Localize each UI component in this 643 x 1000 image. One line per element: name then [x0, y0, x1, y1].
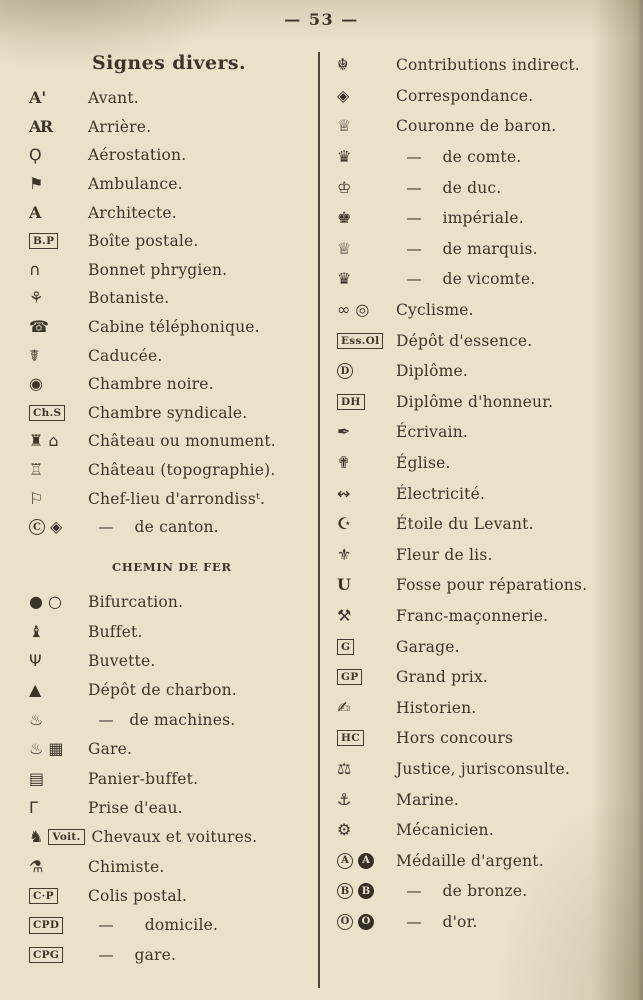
- row-depot-essence: [334, 325, 639, 356]
- symbol-cell: [334, 210, 396, 226]
- symbol-cell: [334, 394, 396, 410]
- legend-label: Caducée.: [88, 346, 163, 365]
- legend-label: Franc-maçonnerie.: [396, 606, 549, 625]
- filled-circled-o-icon: O: [358, 914, 374, 930]
- filled-circled-a-icon: A: [358, 853, 374, 869]
- bicycle-icon: ∞: [337, 300, 351, 320]
- legend-label: Diplôme.: [396, 362, 468, 381]
- row-botaniste: [26, 284, 318, 313]
- bottle-icon: ♝: [29, 621, 44, 641]
- row-cabine-telephonique: [26, 313, 318, 342]
- circled-b-icon: B: [337, 883, 353, 899]
- imperial-crown-icon: ♚: [337, 208, 352, 228]
- row-arriere: [26, 113, 318, 142]
- legend-label: — de canton.: [88, 518, 219, 537]
- row-depot-machines: [26, 705, 318, 734]
- gear-icon: ⚙: [337, 820, 352, 840]
- symbol-cell: [334, 57, 396, 73]
- row-justice: [334, 754, 639, 785]
- legend-label: Château (topographie).: [88, 461, 276, 480]
- legend-label: — d'or.: [396, 912, 478, 931]
- row-boite-postale: [26, 227, 318, 256]
- legend-label: Médaille d'argent.: [396, 851, 544, 870]
- hc-box-icon: HC: [337, 730, 364, 746]
- open-dot-icon: ○: [47, 592, 62, 612]
- legend-label: Dépôt de charbon.: [88, 681, 237, 700]
- legend-label: Architecte.: [88, 203, 177, 222]
- correspondance-diamond-icon: ◈: [337, 85, 350, 105]
- symbol-cell: [26, 488, 88, 508]
- symbol-cell: [26, 768, 88, 788]
- legend-label: Dépôt d'essence.: [396, 331, 533, 350]
- horse-icon: ♞: [29, 827, 44, 847]
- church-icon: ✟: [337, 453, 351, 473]
- cpg-box-icon: CPG: [29, 947, 63, 963]
- symbol-cell: [26, 621, 88, 641]
- symbol-cell: [334, 516, 396, 532]
- legend-label: Hors concours: [396, 729, 514, 748]
- right-column: [334, 50, 639, 937]
- symbol-cell: [26, 345, 88, 365]
- symbol-cell: [334, 149, 396, 165]
- filled-dot-icon: ●: [29, 592, 43, 612]
- row-bifurcation: [26, 588, 318, 617]
- coal-heap-icon: ▲: [29, 680, 42, 700]
- symbol-cell: [334, 697, 396, 717]
- caduceus-icon: ☤: [29, 345, 40, 365]
- row-buffet: [26, 617, 318, 646]
- goblet-icon: Ψ: [29, 650, 42, 670]
- legend-label: Chevaux et voitures.: [91, 828, 258, 847]
- symbol-cell: [334, 544, 396, 564]
- row-mecanicien: [334, 815, 639, 846]
- legend-label: Couronne de baron.: [396, 117, 557, 136]
- circled-o-icon: O: [337, 914, 353, 930]
- row-ambulance: [26, 170, 318, 199]
- station-icon: ▦: [48, 739, 64, 759]
- symbol-cell: [334, 669, 396, 685]
- symbol-cell: [334, 363, 396, 379]
- page-number: — 53 —: [284, 10, 359, 29]
- cpd-box-icon: CPD: [29, 917, 63, 933]
- symbol-cell: [26, 917, 88, 933]
- legend-label: Colis postal.: [88, 887, 188, 906]
- row-bonnet-phrygien: [26, 256, 318, 285]
- legend-label: — de duc.: [396, 178, 502, 197]
- legend-label: — de vicomte.: [396, 270, 536, 289]
- legend-label: Église.: [396, 454, 451, 473]
- electricity-zigzag-icon: ↭: [337, 483, 351, 503]
- row-panier-buffet: [26, 764, 318, 793]
- legend-label: Électricité.: [396, 484, 486, 503]
- symbol-cell: [26, 147, 88, 163]
- row-contributions: [334, 50, 639, 81]
- chemin-de-fer-section: [26, 588, 318, 970]
- row-buvette: [26, 646, 318, 675]
- subsection-heading: CHEMIN DE FER: [112, 559, 232, 574]
- symbol-cell: [334, 883, 396, 899]
- symbol-cell: [26, 888, 88, 904]
- legend-label: Historien.: [396, 698, 477, 717]
- symbol-cell: [26, 797, 88, 817]
- balloon-icon: Ϙ: [29, 145, 42, 165]
- row-couronne-imperiale: [334, 203, 639, 234]
- essence-box-icon: Ess.Ol: [337, 333, 383, 349]
- repair-pit-icon: U: [337, 575, 351, 595]
- quill-icon: ✍: [337, 697, 351, 717]
- row-depot-charbon: [26, 676, 318, 705]
- symbol-cell: [26, 650, 88, 670]
- row-chateau-topographie: [26, 456, 318, 485]
- row-ecrivain: [334, 417, 639, 448]
- symbol-cell: [334, 177, 396, 197]
- symbol-cell: [334, 789, 396, 809]
- symbol-cell: [26, 202, 88, 222]
- row-gare: [26, 734, 318, 763]
- row-avant: [26, 84, 318, 113]
- symbol-cell: [334, 822, 396, 838]
- legend-label: Garage.: [396, 637, 460, 656]
- baron-crown-icon: ♕: [337, 116, 352, 136]
- arriere-monogram-icon: AR: [29, 116, 52, 136]
- legend-label: Fleur de lis.: [396, 545, 493, 564]
- filled-circled-b-icon: B: [358, 883, 374, 899]
- phrygian-cap-icon: ∩: [29, 259, 41, 279]
- train-icon: ♨: [29, 739, 44, 759]
- legend-label: Chimiste.: [88, 857, 165, 876]
- diamond-icon: ◈: [50, 517, 63, 537]
- legend-label: Boîte postale.: [88, 232, 199, 251]
- legend-label: Bonnet phrygien.: [88, 260, 228, 279]
- legend-label: Cabine téléphonique.: [88, 318, 260, 337]
- row-couronne-baron: [334, 111, 639, 142]
- retort-icon: ⚗: [29, 856, 44, 876]
- basket-icon: ▤: [29, 768, 45, 788]
- symbol-cell: [334, 302, 396, 318]
- legend-label: Fosse pour réparations.: [396, 576, 588, 595]
- legend-label: — de marquis.: [396, 239, 538, 258]
- legend-label: Grand prix.: [396, 668, 489, 687]
- row-cyclisme: [334, 295, 639, 326]
- legend-label: Justice, jurisconsulte.: [396, 759, 570, 778]
- symbol-cell: [26, 259, 88, 279]
- row-caducee: [26, 341, 318, 370]
- symbol-cell: [26, 709, 88, 729]
- voiture-box-icon: Voit.: [48, 829, 84, 845]
- gp-box-icon: GP: [337, 669, 362, 685]
- symbol-cell: [26, 519, 88, 535]
- pen-nib-icon: ✒: [337, 422, 351, 442]
- legend-label: Diplôme d'honneur.: [396, 392, 554, 411]
- legend-label: Panier-buffet.: [88, 769, 199, 788]
- row-couronne-comte: [334, 142, 639, 173]
- legend-label: Buvette.: [88, 651, 156, 670]
- symbol-cell: [26, 947, 88, 963]
- row-colis-gare: [26, 940, 318, 969]
- symbol-cell: [334, 639, 396, 655]
- row-colis-domicile: [26, 911, 318, 940]
- legend-label: Étoile du Levant.: [396, 515, 534, 534]
- legend-label: — de comte.: [396, 148, 522, 167]
- legend-label: — de bronze.: [396, 882, 528, 901]
- row-etoile-levant: [334, 509, 639, 540]
- pennant-icon: ⚐: [29, 488, 44, 508]
- row-aerostation: [26, 141, 318, 170]
- symbol-cell: [334, 914, 396, 930]
- legend-label: Bifurcation.: [88, 593, 184, 612]
- fleur-de-lis-icon: ⚜: [337, 544, 352, 564]
- row-franc-maconnerie: [334, 601, 639, 632]
- legend-label: Marine.: [396, 790, 459, 809]
- circled-a-icon: A: [337, 853, 353, 869]
- legend-label: — de machines.: [88, 710, 236, 729]
- symbol-cell: [26, 829, 85, 845]
- legend-label: — domicile.: [88, 916, 219, 935]
- legend-label: — gare.: [88, 945, 177, 964]
- locomotive-icon: ♨: [29, 709, 44, 729]
- crowned-cipher-icon: ☬: [337, 55, 349, 75]
- legend-label: Chef-lieu d'arrondissᵗ.: [88, 489, 266, 508]
- row-garage: [334, 631, 639, 662]
- symbol-cell: [26, 376, 88, 392]
- monument-icon: ⌂: [48, 431, 59, 451]
- symbol-cell: [334, 118, 396, 134]
- star-crescent-icon: ☪: [337, 514, 352, 534]
- legend-label: Contributions indirect.: [396, 56, 580, 75]
- row-fleur-de-lis: [334, 540, 639, 571]
- garage-box-icon: G: [337, 639, 354, 655]
- legend-label: Buffet.: [88, 622, 143, 641]
- legend-label: Chambre syndicale.: [88, 403, 248, 422]
- left-column: [26, 40, 318, 970]
- row-hors-concours: [334, 723, 639, 754]
- avant-monogram-icon: A': [29, 88, 47, 108]
- duc-crown-icon: ♔: [337, 177, 352, 197]
- row-prise-eau: [26, 793, 318, 822]
- camera-icon: ◉: [29, 374, 43, 394]
- symbol-cell: [26, 682, 88, 698]
- symbol-cell: [334, 424, 396, 440]
- circled-c-icon: C: [29, 519, 45, 535]
- row-fosse: [334, 570, 639, 601]
- row-medaille-argent: [334, 845, 639, 876]
- legend-label: Gare.: [88, 740, 133, 759]
- section-heading: Signes divers.: [92, 52, 246, 74]
- legend-label: Avant.: [88, 89, 139, 108]
- row-chimiste: [26, 852, 318, 881]
- comte-crown-icon: ♛: [337, 147, 352, 167]
- wheel-icon: ◎: [355, 300, 370, 320]
- water-crane-icon: Γ: [29, 797, 38, 817]
- vicomte-crown-icon: ♛: [337, 269, 352, 289]
- symbol-cell: [26, 405, 88, 421]
- symbol-cell: [334, 758, 396, 778]
- square-and-compasses-icon: ⚒: [337, 605, 352, 625]
- symbol-cell: [334, 271, 396, 287]
- anchor-icon: ⚓: [337, 789, 352, 809]
- symbol-cell: [26, 233, 88, 249]
- symbol-cell: [334, 333, 396, 349]
- symbol-cell: [26, 741, 88, 757]
- dh-box-icon: DH: [337, 394, 365, 410]
- row-architecte: [26, 198, 318, 227]
- legend-label: Mécanicien.: [396, 821, 494, 840]
- row-eglise: [334, 448, 639, 479]
- chambre-syndicale-box-icon: Ch.S: [29, 405, 65, 421]
- symbol-cell: [26, 290, 88, 306]
- row-diplome-honneur: [334, 387, 639, 418]
- row-correspondance: [334, 81, 639, 112]
- legend-label: Arrière.: [88, 117, 152, 136]
- row-de-canton: [26, 513, 318, 542]
- colis-postal-box-icon: C·P: [29, 888, 58, 904]
- row-chambre-syndicale: [26, 399, 318, 428]
- row-medaille-bronze: [334, 876, 639, 907]
- symbol-cell: [334, 605, 396, 625]
- row-historien: [334, 692, 639, 723]
- postal-box-icon: B.P: [29, 233, 58, 249]
- column-divider-rule: [318, 52, 320, 988]
- symbol-cell: [26, 319, 88, 335]
- symbol-cell: [26, 433, 88, 449]
- symbol-cell: [26, 462, 88, 478]
- symbol-cell: [26, 856, 88, 876]
- symbol-cell: [334, 483, 396, 503]
- row-colis-postal: [26, 881, 318, 910]
- symbol-cell: [334, 577, 396, 593]
- legend-label: Correspondance.: [396, 86, 534, 105]
- row-chambre-noire: [26, 370, 318, 399]
- symbol-cell: [334, 455, 396, 471]
- row-chef-lieu: [26, 484, 318, 513]
- legend-label: Botaniste.: [88, 289, 170, 308]
- telephone-icon: ☎: [29, 317, 49, 337]
- row-chevaux-voitures: [26, 823, 318, 852]
- row-grand-prix: [334, 662, 639, 693]
- symbol-cell: [334, 85, 396, 105]
- legend-label: Cyclisme.: [396, 301, 474, 320]
- scales-icon: ⚖: [337, 758, 352, 778]
- legend-label: Château ou monument.: [88, 432, 276, 451]
- architect-monogram-icon: A: [29, 202, 42, 222]
- castle-icon: ♜: [29, 431, 44, 451]
- symbol-cell: [26, 90, 88, 106]
- plant-icon: ⚘: [29, 288, 44, 308]
- row-couronne-marquis: [334, 234, 639, 265]
- legend-label: — impériale.: [396, 209, 524, 228]
- symbol-cell: [334, 853, 396, 869]
- row-diplome: [334, 356, 639, 387]
- symbol-cell: [334, 730, 396, 746]
- legend-label: Écrivain.: [396, 423, 469, 442]
- row-medaille-or: [334, 907, 639, 938]
- legend-label: Ambulance.: [88, 175, 183, 194]
- row-couronne-vicomte: [334, 264, 639, 295]
- circled-d-icon: D: [337, 363, 353, 379]
- legend-label: Chambre noire.: [88, 375, 214, 394]
- row-marine: [334, 784, 639, 815]
- legend-label: Prise d'eau.: [88, 798, 183, 817]
- row-electricite: [334, 478, 639, 509]
- symbol-cell: [334, 238, 396, 258]
- marquis-crown-icon: ♕: [337, 238, 352, 258]
- ambulance-flag-icon: ⚑: [29, 174, 44, 194]
- row-chateau-monument: [26, 427, 318, 456]
- symbol-cell: [26, 594, 88, 610]
- tower-icon: ♖: [29, 460, 44, 480]
- symbol-cell: [26, 116, 88, 136]
- row-couronne-duc: [334, 172, 639, 203]
- symbol-cell: [26, 176, 88, 192]
- legend-label: Aérostation.: [88, 146, 187, 165]
